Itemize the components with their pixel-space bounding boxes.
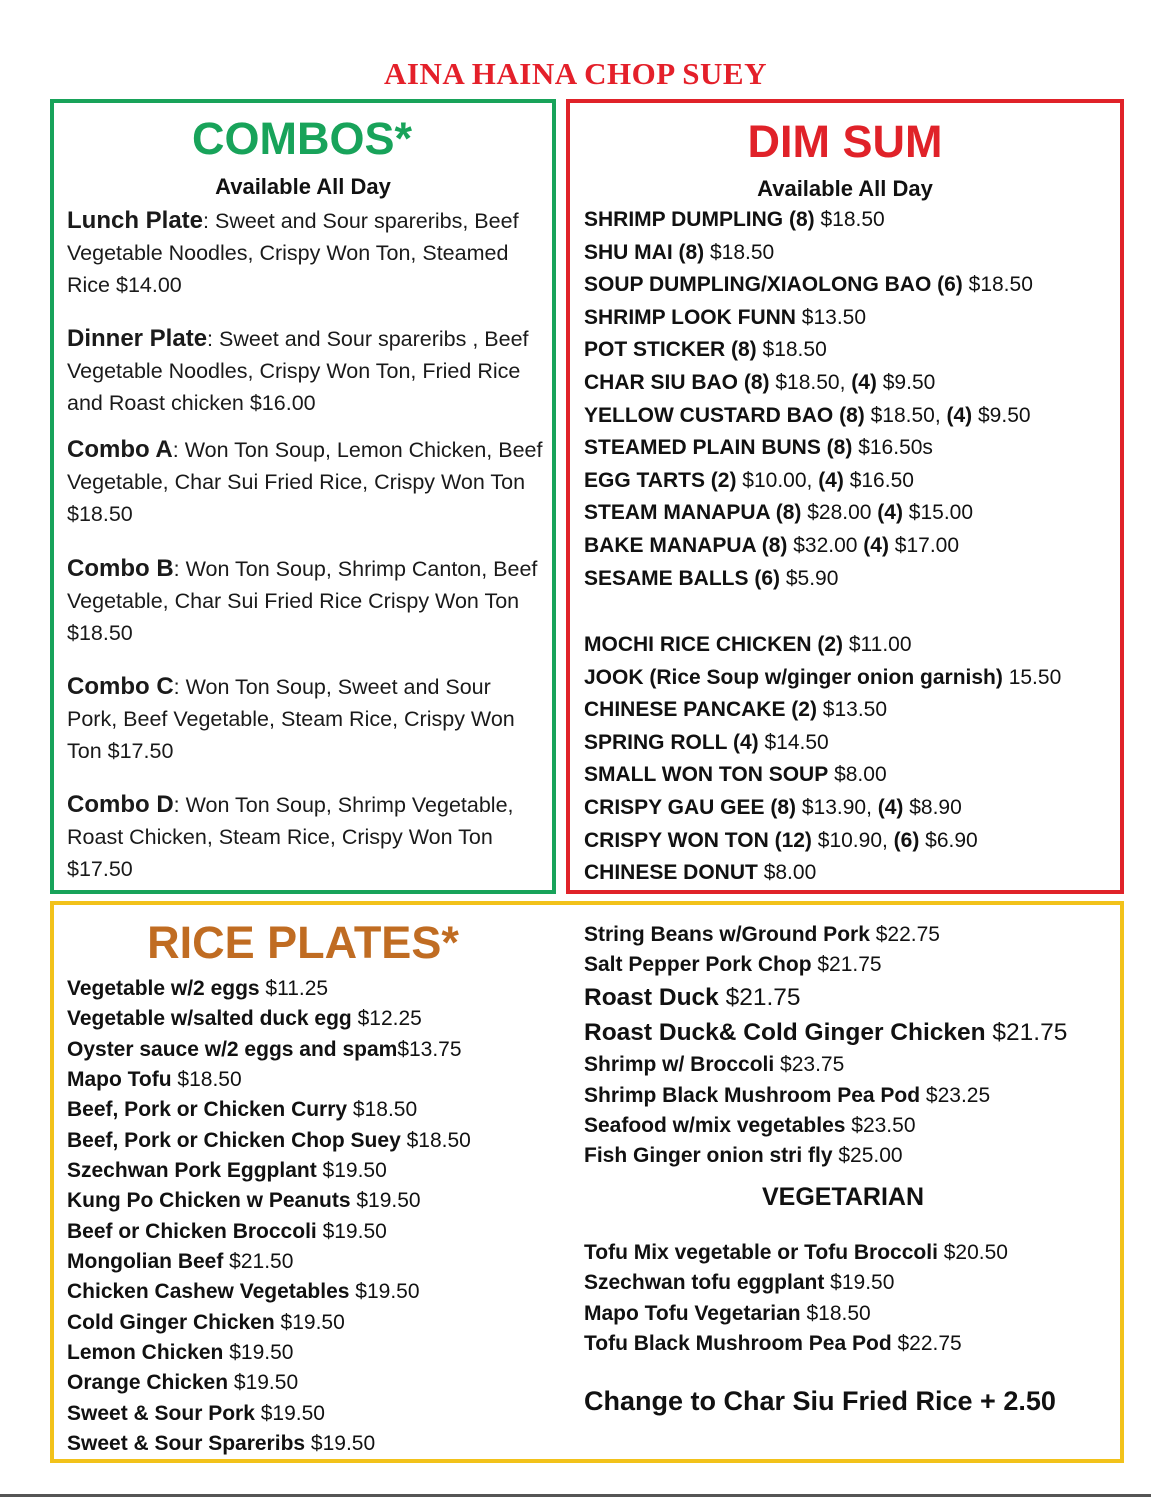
item-price: $16.50 [843, 468, 914, 492]
item-name: SHRIMP LOOK FUNN [584, 305, 796, 329]
item-name: Lemon Chicken [67, 1341, 224, 1365]
item-size: (4) [877, 795, 904, 819]
item-price: $21.75 [811, 953, 882, 977]
menu-item [67, 1186, 471, 1216]
combo-name: Combo D [67, 791, 174, 818]
item-price: $14.50 [758, 730, 829, 754]
item-name: MOCHI RICE CHICKEN (2) [584, 633, 844, 656]
item-price: $5.90 [780, 566, 839, 590]
item-name: Mapo Tofu Vegetarian [584, 1301, 801, 1325]
menu-item [67, 1368, 471, 1398]
menu-item [584, 950, 1067, 980]
menu-item [584, 497, 1033, 530]
dim-sum-availability: Available All Day [757, 176, 933, 201]
menu-item [584, 1050, 1067, 1080]
menu-item [584, 792, 1061, 825]
item-size: (4) [818, 468, 844, 492]
menu-item [584, 857, 1061, 890]
combo-description: : Won Ton Soup, Shrimp Vegetable, Roast Chicken, Steam Rice, Crispy Won Ton $17.50 [67, 793, 514, 881]
item-price: $11.00 [843, 633, 912, 656]
item-name: SHU MAI (8) [584, 240, 705, 264]
item-price: $11.25 [259, 977, 329, 1000]
item-price: $19.50 [228, 1371, 299, 1395]
item-price: $21.75 [718, 984, 801, 1012]
combo-name: Combo B [67, 555, 174, 582]
item-name: CHAR SIU BAO (8) [584, 370, 770, 394]
item-price: $18.50 [347, 1098, 418, 1122]
menu-item [67, 1277, 471, 1307]
item-name: SESAME BALLS (6) [584, 566, 781, 590]
menu-item [584, 759, 1061, 792]
item-name: Oyster sauce w/2 eggs and spam [67, 1037, 398, 1061]
menu-item [584, 302, 1033, 335]
item-price: $19.50 [254, 1401, 325, 1425]
item-name: SPRING ROLL (4) [584, 730, 759, 754]
restaurant-title: AINA HAINA CHOP SUEY [384, 56, 767, 91]
fried-rice-upgrade-note: Change to Char Siu Fried Rice + 2.50 [584, 1386, 1056, 1416]
item-price: $12.25 [351, 1007, 422, 1031]
item-name: STEAMED PLAIN BUNS (8) [584, 436, 853, 460]
item-price: $19.50 [274, 1310, 345, 1334]
item-name: Sweet & Sour Pork [67, 1401, 255, 1425]
menu-item [67, 1338, 471, 1368]
combo-name: Combo C [67, 673, 174, 700]
menu-item [584, 694, 1061, 727]
item-price: $22.75 [891, 1332, 962, 1356]
rice-plates-list-right [584, 920, 1067, 1171]
menu-item [584, 1111, 1067, 1141]
item-name: Shrimp Black Mushroom Pea Pod [584, 1083, 921, 1107]
menu-item [584, 1238, 1008, 1268]
item-price: 15.50 [1002, 665, 1062, 689]
item-size: (4) [946, 403, 973, 427]
item-name: Vegetable w/salted duck egg [67, 1007, 352, 1031]
item-name: Seafood w/mix vegetables [584, 1113, 846, 1137]
item-price: $13.75 [397, 1037, 462, 1061]
item-price: $23.75 [774, 1053, 845, 1077]
item-price: $28.00 [801, 501, 878, 525]
item-name: Fish Ginger onion stri fly [584, 1144, 833, 1168]
item-price: $22.75 [869, 923, 940, 946]
combos-heading: COMBOS* [191, 113, 412, 164]
menu-item [584, 1141, 1067, 1171]
menu-item [584, 1268, 1008, 1298]
item-name: SHRIMP DUMPLING (8) [584, 208, 815, 231]
item-size: (4) [863, 533, 889, 557]
item-price: $17.00 [888, 533, 960, 557]
combo-item-c [67, 671, 545, 767]
item-name: Tofu Black Mushroom Pea Pod [584, 1332, 892, 1356]
menu-item [584, 530, 1033, 563]
item-price: $6.90 [919, 828, 978, 852]
item-name: BAKE MANAPUA (8) [584, 533, 788, 557]
combo-description: : Won Ton Soup, Sweet and Sour Pork, Beef Vegetable, Steam Rice, Crispy Won Ton $17.50 [67, 675, 515, 763]
item-price: $15.00 [902, 501, 974, 525]
item-name: POT STICKER (8) [584, 338, 757, 362]
menu-item [584, 629, 1061, 662]
combo-description: : Sweet and Sour spareribs , Beef Vegetable Noodles, Crispy Won Ton, Fried Rice and Roast chicken $16.00 [67, 327, 529, 415]
rice-plates-list-left [67, 974, 471, 1460]
menu-item [67, 1308, 471, 1338]
menu-item [67, 1126, 471, 1156]
item-price: $9.50 [876, 370, 936, 394]
item-price: $23.50 [845, 1113, 916, 1137]
item-name: Szechwan Pork Eggplant [67, 1159, 317, 1183]
item-name: Chicken Cashew Vegetables [67, 1280, 350, 1304]
item-name: Sweet & Sour Spareribs [67, 1432, 306, 1456]
item-price: $8.00 [757, 861, 817, 885]
item-name: CRISPY WON TON (12) [584, 828, 812, 852]
combos-availability: Available All Day [215, 174, 391, 199]
item-price: $18.50 [171, 1068, 242, 1092]
item-price: $19.50 [350, 1189, 421, 1213]
menu-item [67, 1035, 471, 1065]
item-name: CHINESE DONUT [584, 861, 758, 885]
menu-item [584, 204, 1033, 237]
item-size: (4) [877, 501, 903, 525]
item-name: SOUP DUMPLING/XIAOLONG BAO (6) [584, 273, 963, 297]
item-price: $18.50, [769, 370, 852, 394]
item-name: SMALL WON TON SOUP [584, 763, 829, 787]
menu-item [67, 974, 471, 1004]
combo-item-lunch-plate [67, 205, 545, 301]
item-price: $20.50 [937, 1241, 1008, 1264]
combo-name: Dinner Plate [67, 325, 208, 352]
combo-item-a [67, 434, 545, 530]
menu-item [584, 920, 1067, 950]
item-name: Beef, Pork or Chicken Curry [67, 1098, 348, 1122]
combo-name: Lunch Plate [67, 207, 204, 234]
item-price: $25.00 [832, 1144, 903, 1168]
menu-item [584, 1299, 1008, 1329]
menu-item [67, 1156, 471, 1186]
item-name: Orange Chicken [67, 1371, 229, 1395]
item-price: $18.50 [962, 273, 1033, 297]
item-name: Beef, Pork or Chicken Chop Suey [67, 1128, 401, 1152]
menu-item [584, 432, 1033, 465]
item-price: $9.50 [972, 403, 1031, 427]
item-name: Vegetable w/2 eggs [67, 977, 260, 1000]
item-price: $32.00 [787, 533, 864, 557]
item-price: $13.90, [796, 795, 878, 819]
item-price: $8.90 [903, 795, 962, 819]
menu-item [67, 1095, 471, 1125]
menu-item [584, 825, 1061, 858]
item-name: Tofu Mix vegetable or Tofu Broccoli [584, 1241, 938, 1264]
item-price: $18.50 [756, 338, 827, 362]
combo-name: Combo A [67, 436, 173, 463]
menu-item [67, 1399, 471, 1429]
item-name: JOOK (Rice Soup w/ginger onion garnish) [584, 665, 1003, 689]
menu-item [67, 1217, 471, 1247]
combo-description: : Sweet and Sour spareribs, Beef Vegetable Noodles, Crispy Won Ton, Steamed Rice $14.00 [67, 209, 519, 297]
menu-item [584, 662, 1061, 695]
menu-item [584, 334, 1033, 367]
dim-sum-heading: DIM SUM [747, 116, 943, 167]
item-price: $16.50s [852, 436, 933, 460]
menu-item [584, 727, 1061, 760]
menu-item [584, 237, 1033, 270]
menu-item [584, 980, 1067, 1015]
item-price: $19.50 [305, 1432, 376, 1456]
item-price: $13.50 [795, 305, 867, 329]
menu-item [584, 1081, 1067, 1111]
item-price: $23.25 [920, 1083, 991, 1107]
item-price: $18.50 [400, 1128, 471, 1152]
vegetarian-list [584, 1238, 1008, 1360]
combo-item-dinner-plate [67, 323, 545, 419]
item-name: STEAM MANAPUA (8) [584, 501, 802, 525]
item-name: Roast Duck& Cold Ginger Chicken [584, 1019, 986, 1047]
item-price: $19.50 [316, 1159, 387, 1183]
menu-item [67, 1429, 471, 1459]
item-name: Mongolian Beef [67, 1250, 224, 1274]
combo-item-d [67, 789, 545, 885]
combo-item-b [67, 553, 545, 649]
item-price: $10.90, [811, 828, 894, 852]
menu-item [584, 269, 1033, 302]
menu-item [67, 1065, 471, 1095]
item-price: $19.50 [316, 1219, 387, 1243]
page-bottom-rule [0, 1494, 1151, 1497]
item-price: $10.00, [736, 468, 819, 492]
menu-item [584, 367, 1033, 400]
combo-description: : Won Ton Soup, Shrimp Canton, Beef Vegetable, Char Sui Fried Rice Crispy Won Ton $18.50 [67, 557, 538, 645]
item-name: YELLOW CUSTARD BAO (8) [584, 403, 865, 427]
item-name: Kung Po Chicken w Peanuts [67, 1189, 351, 1213]
item-price: $21.50 [223, 1250, 294, 1274]
menu-item [584, 400, 1033, 433]
item-name: CHINESE PANCAKE (2) [584, 698, 817, 722]
item-price: $18.50 [704, 240, 775, 264]
item-name: String Beans w/Ground Pork [584, 923, 870, 946]
item-price: $18.50 [800, 1301, 871, 1325]
menu-item [67, 1247, 471, 1277]
item-name: Szechwan tofu eggplant [584, 1271, 825, 1295]
item-price: $18.50, [864, 403, 947, 427]
item-name: Cold Ginger Chicken [67, 1310, 275, 1334]
item-price: $18.50 [814, 208, 885, 231]
item-price: $21.75 [985, 1019, 1068, 1047]
item-size: (6) [893, 828, 920, 852]
item-price: $13.50 [816, 698, 888, 722]
dim-sum-list [584, 204, 1033, 595]
menu-item [584, 465, 1033, 498]
menu-item [584, 1329, 1008, 1359]
item-name: Salt Pepper Pork Chop [584, 953, 812, 977]
dim-sum-list-extra [584, 629, 1061, 890]
combo-description: : Won Ton Soup, Lemon Chicken, Beef Vegetable, Char Sui Fried Rice, Crispy Won Ton $18.50 [67, 438, 543, 526]
menu-item [584, 563, 1033, 596]
item-name: Mapo Tofu [67, 1068, 172, 1092]
item-name: EGG TARTS (2) [584, 468, 737, 492]
vegetarian-heading: VEGETARIAN [761, 1183, 925, 1211]
item-name: Beef or Chicken Broccoli [67, 1219, 317, 1243]
menu-item [584, 1015, 1067, 1050]
item-price: $8.00 [828, 763, 887, 787]
item-size: (4) [851, 370, 877, 394]
menu-item [67, 1004, 471, 1034]
rice-plates-heading: RICE PLATES* [147, 917, 459, 968]
item-name: Shrimp w/ Broccoli [584, 1053, 775, 1077]
item-price: $19.50 [824, 1271, 895, 1295]
item-name: Roast Duck [584, 984, 719, 1012]
item-price: $19.50 [349, 1280, 420, 1304]
item-name: CRISPY GAU GEE (8) [584, 795, 796, 819]
item-price: $19.50 [223, 1341, 294, 1365]
